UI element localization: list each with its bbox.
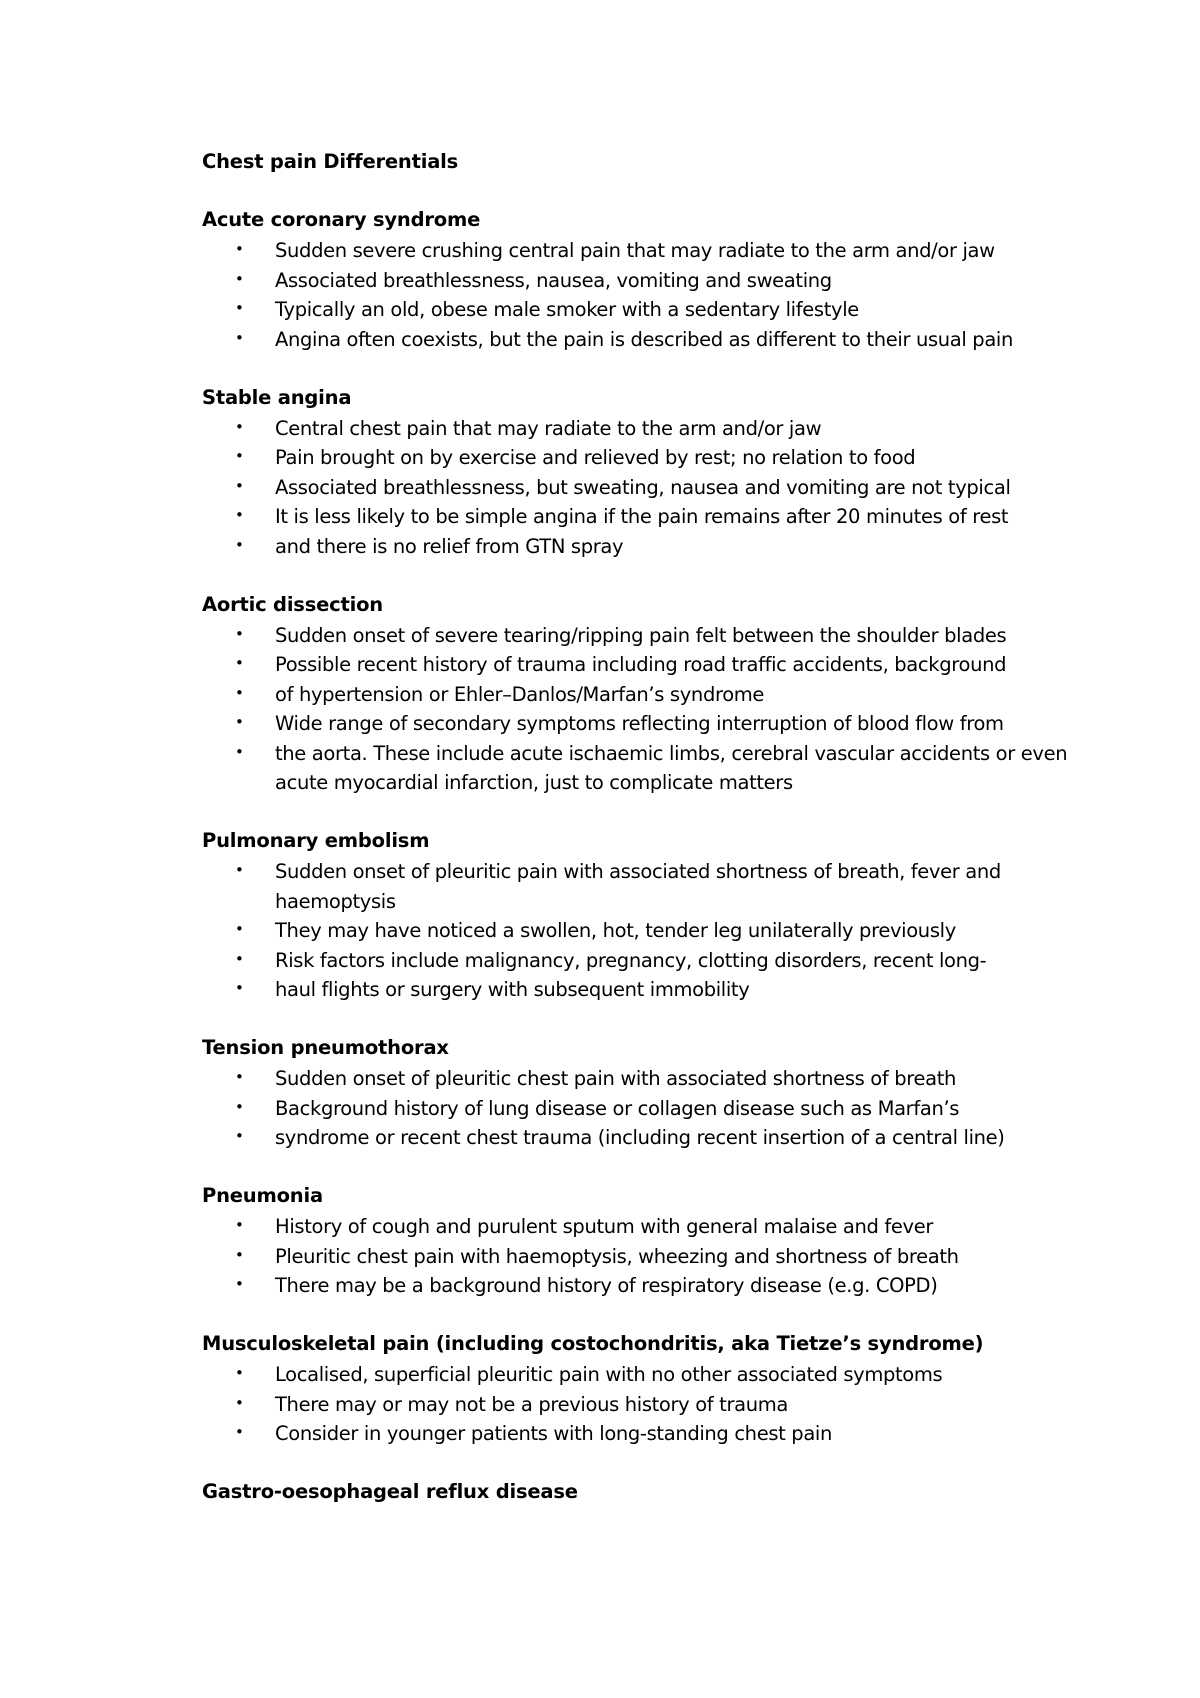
section-musculoskeletal-pain (202, 1331, 1082, 1449)
list-item-text: Sudden onset of pleuritic chest pain with associated shortness of breath (275, 1067, 957, 1090)
list-item (202, 946, 1082, 976)
list-item-text: Risk factors include malignancy, pregnancy, clotting disorders, recent long- (275, 948, 987, 972)
bullet-list (202, 1212, 1082, 1301)
section-tension-pneumothorax (202, 1035, 1082, 1153)
list-item-text: Associated breathlessness, but sweating, nausea and vomiting are not typical (275, 475, 1011, 499)
list-item-text: There may or may not be a previous history of trauma (275, 1392, 788, 1416)
bullet-icon: • (235, 713, 244, 731)
bullet-icon: • (235, 1275, 244, 1293)
bullet-list (202, 621, 1082, 798)
bullet-icon: • (235, 1364, 244, 1382)
list-item (202, 739, 1082, 798)
bullet-icon: • (235, 624, 244, 643)
list-item (202, 473, 1082, 503)
section-pulmonary-embolism (202, 828, 1082, 1005)
list-item (202, 1360, 1082, 1390)
list-item (202, 1271, 1082, 1301)
list-item-text: the aorta. These include acute ischaemic limbs, cerebral vascular accidents or even acute myocardial infarction, just to complicate matters (275, 741, 1068, 794)
list-item (202, 325, 1082, 355)
section-pneumonia (202, 1183, 1082, 1301)
bullet-icon: • (235, 240, 244, 258)
list-item (202, 975, 1082, 1005)
list-item-text: and there is no relief from GTN spray (275, 534, 624, 558)
list-item-text: Sudden severe crushing central pain that may radiate to the arm and/or jaw (275, 239, 995, 262)
bullet-icon: • (235, 1216, 244, 1234)
list-item (202, 236, 1082, 266)
list-item-text: of hypertension or Ehler–Danlos/Marfan’s syndrome (275, 682, 765, 706)
list-item (202, 1064, 1082, 1094)
section-heading: Stable angina (202, 385, 352, 409)
bullet-icon: • (235, 654, 244, 672)
list-item (202, 1242, 1082, 1272)
section-heading: Pneumonia (202, 1184, 323, 1207)
bullet-icon: • (235, 299, 244, 317)
list-item-text: syndrome or recent chest trauma (including recent insertion of a central line) (275, 1126, 1005, 1149)
bullet-list (202, 1360, 1082, 1449)
list-item-text: Wide range of secondary symptoms reflecting interruption of blood flow from (275, 712, 1004, 735)
bullet-icon: • (235, 949, 244, 968)
list-item-text: Pain brought on by exercise and relieved by rest; no relation to food (275, 446, 916, 469)
list-item-text: History of cough and purulent sputum with general malaise and fever (275, 1215, 934, 1238)
list-item (202, 650, 1082, 680)
list-item-text: Localised, superficial pleuritic pain with no other associated symptoms (275, 1363, 943, 1386)
bullet-list (202, 236, 1082, 354)
list-item (202, 709, 1082, 739)
list-item (202, 532, 1082, 562)
list-item-text: Angina often coexists, but the pain is described as different to their usual pain (275, 327, 1014, 351)
bullet-icon: • (235, 1423, 244, 1441)
section-heading: Musculoskeletal pain (including costochondritis, aka Tietze’s syndrome) (202, 1332, 984, 1355)
section-gastro-oesophageal-reflux (202, 1479, 1082, 1505)
list-item-text: Pleuritic chest pain with haemoptysis, wheezing and shortness of breath (275, 1244, 959, 1268)
bullet-icon: • (235, 535, 244, 554)
list-item-text: Central chest pain that may radiate to the arm and/or jaw (275, 416, 822, 440)
section-heading: Tension pneumothorax (202, 1036, 449, 1059)
section-heading: Aortic dissection (202, 592, 383, 616)
list-item (202, 680, 1082, 710)
bullet-icon: • (235, 1127, 244, 1145)
section-heading: Gastro-oesophageal reflux disease (202, 1480, 578, 1503)
section-heading: Pulmonary embolism (202, 829, 430, 852)
list-item (202, 502, 1082, 532)
bullet-icon: • (235, 1068, 244, 1086)
list-item (202, 1212, 1082, 1242)
bullet-icon: • (235, 269, 244, 288)
bullet-icon: • (235, 328, 244, 347)
bullet-icon: • (235, 1393, 244, 1412)
list-item-text: Sudden onset of pleuritic pain with associated shortness of breath, fever and haemoptysis (275, 860, 1001, 913)
list-item (202, 857, 1082, 916)
section-stable-angina (202, 385, 1082, 562)
list-item-text: There may be a background history of respiratory disease (e.g. COPD) (275, 1274, 938, 1297)
document-title: Chest pain Differentials (202, 150, 459, 173)
bullet-icon: • (235, 742, 244, 761)
list-item (202, 1390, 1082, 1420)
list-item-text: Sudden onset of severe tearing/ripping pain felt between the shoulder blades (275, 623, 1007, 647)
list-item (202, 1094, 1082, 1124)
list-item (202, 443, 1082, 473)
bullet-icon: • (235, 417, 244, 436)
section-acute-coronary-syndrome (202, 207, 1082, 354)
bullet-icon: • (235, 683, 244, 702)
bullet-icon: • (235, 1097, 244, 1116)
bullet-icon: • (235, 861, 244, 879)
list-item (202, 266, 1082, 296)
document-page (202, 149, 1082, 1536)
list-item-text: Possible recent history of trauma including road traffic accidents, background (275, 653, 1007, 676)
list-item-text: Associated breathlessness, nausea, vomiting and sweating (275, 268, 832, 292)
bullet-icon: • (235, 506, 244, 524)
bullet-icon: • (235, 476, 244, 495)
section-heading: Acute coronary syndrome (202, 208, 481, 231)
bullet-icon: • (235, 1245, 244, 1264)
bullet-icon: • (235, 447, 244, 465)
bullet-list (202, 857, 1082, 1005)
bullet-list (202, 414, 1082, 562)
bullet-icon: • (235, 979, 244, 997)
list-item-text: Background history of lung disease or collagen disease such as Marfan’s (275, 1096, 960, 1120)
list-item (202, 1419, 1082, 1449)
section-aortic-dissection (202, 592, 1082, 798)
bullet-list (202, 1064, 1082, 1153)
list-item (202, 295, 1082, 325)
list-item-text: It is less likely to be simple angina if the pain remains after 20 minutes of rest (275, 505, 1009, 528)
list-item-text: They may have noticed a swollen, hot, tender leg unilaterally previously (275, 919, 956, 942)
list-item-text: Typically an old, obese male smoker with a sedentary lifestyle (275, 298, 859, 321)
list-item-text: haul flights or surgery with subsequent immobility (275, 978, 750, 1001)
list-item (202, 621, 1082, 651)
list-item-text: Consider in younger patients with long-standing chest pain (275, 1422, 832, 1445)
list-item (202, 1123, 1082, 1153)
list-item (202, 414, 1082, 444)
list-item (202, 916, 1082, 946)
bullet-icon: • (235, 920, 244, 938)
